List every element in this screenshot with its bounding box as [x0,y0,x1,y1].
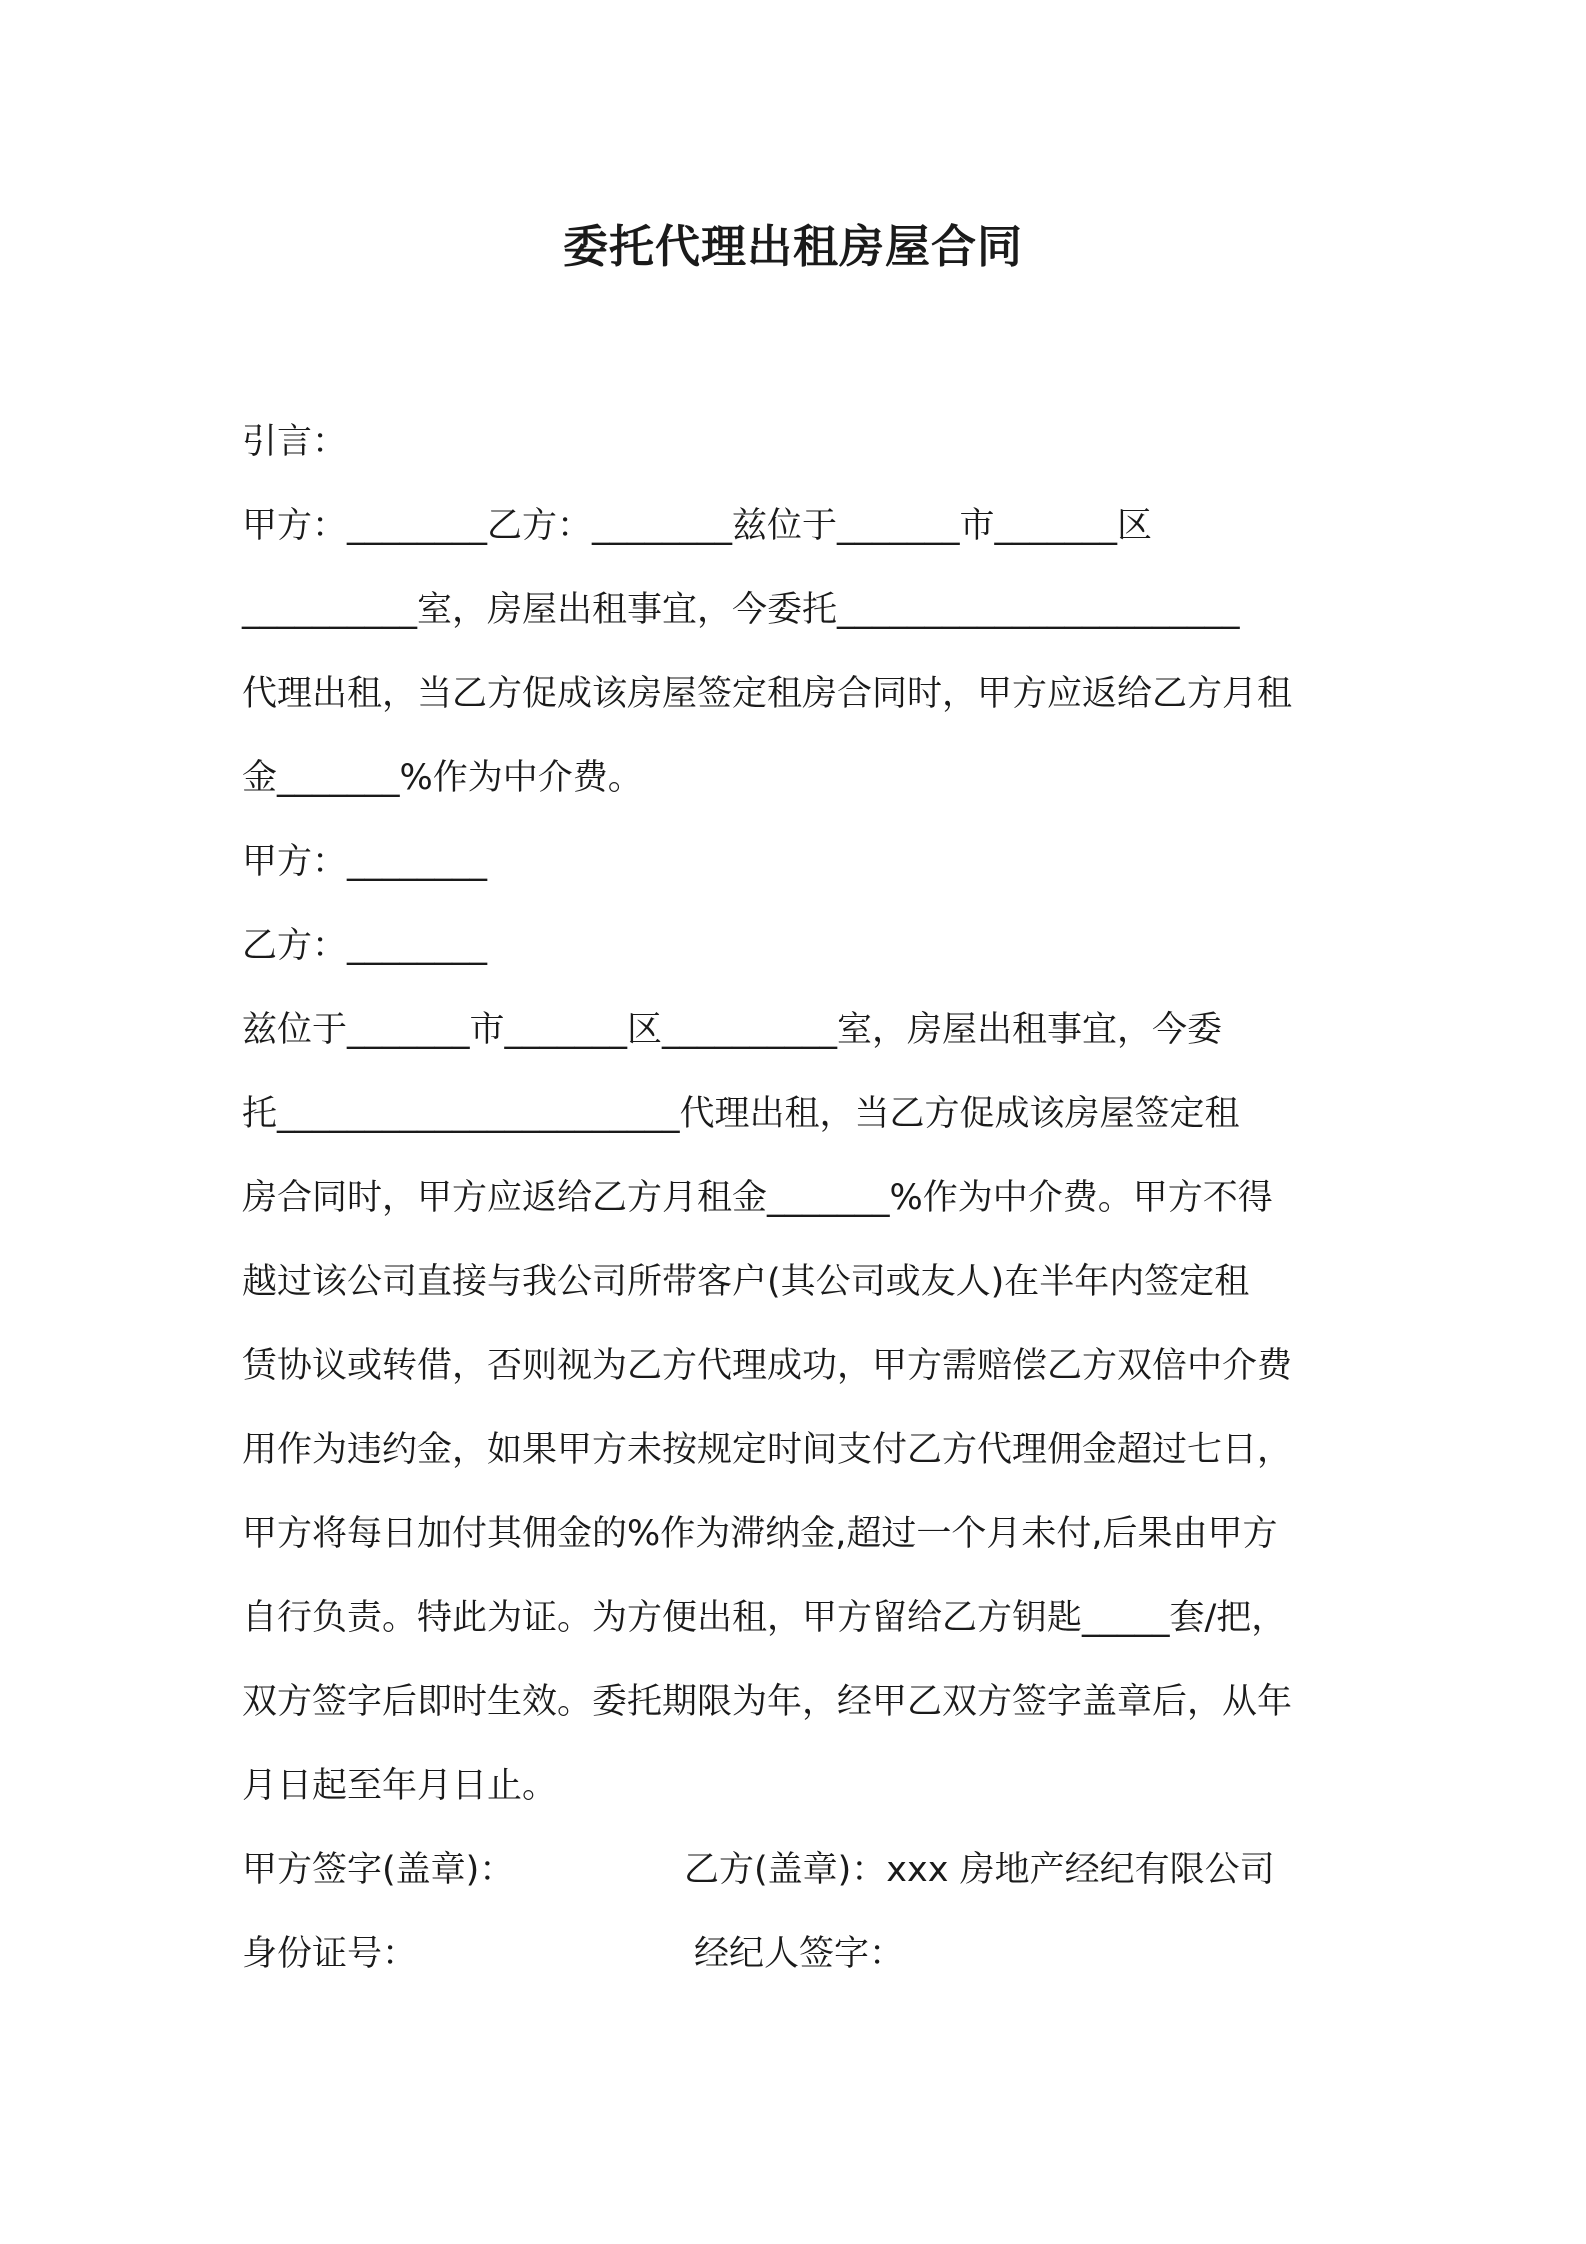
body-line: 甲方将每日加付其佣金的%作为滞纳金,超过一个月未付,后果由甲方 [242,1514,1278,1554]
body-line: 赁协议或转借，否则视为乙方代理成功，甲方需赔偿乙方双倍中介费 [242,1346,1293,1386]
document-title: 委托代理出租房屋合同 [562,220,1023,273]
body-line: 双方签字后即时生效。委托期限为年，经甲乙双方签字盖章后，从年 [242,1682,1293,1722]
body-line: 托_______________________代理出租，当乙方促成该房屋签定租 [242,1094,1240,1134]
party-a-line: 甲方：________ [242,842,488,882]
document-body [242,400,1362,1996]
body-line: 用作为违约金，如果甲方未按规定时间支付乙方代理佣金超过七日， [242,1430,1293,1470]
signature-row-2 [242,1912,1362,1996]
body-line: 金_______%作为中介费。 [242,758,643,798]
body-line: 代理出租，当乙方促成该房屋签定租房合同时，甲方应返给乙方月租 [242,674,1293,714]
body-line: 月日起至年月日止。 [242,1766,558,1806]
body-line: 越过该公司直接与我公司所带客户(其公司或友人)在半年内签定租 [242,1262,1250,1302]
agent-signature-label: 经纪人签字： [694,1934,905,1974]
id-number-label: 身份证号： [242,1934,418,1974]
signature-row-1 [242,1828,1362,1912]
body-line: 房合同时，甲方应返给乙方月租金_______%作为中介费。甲方不得 [242,1178,1273,1218]
body-line: 兹位于_______市_______区__________室，房屋出租事宜，今委 [242,1010,1223,1050]
body-line: __________室，房屋出租事宜，今委托_______________________ [242,590,1240,630]
party-a-signature-label: 甲方签字(盖章)： [242,1850,515,1890]
party-b-seal-label: 乙方(盖章)：xxx 房地产经纪有限公司 [684,1850,1275,1890]
body-line: 甲方：________乙方：________兹位于_______市_______区 [242,506,1153,546]
party-b-line: 乙方：________ [242,926,488,966]
body-line: 自行负责。特此为证。为方便出租，甲方留给乙方钥匙_____套/把， [242,1598,1287,1638]
intro-label: 引言： [242,422,348,462]
